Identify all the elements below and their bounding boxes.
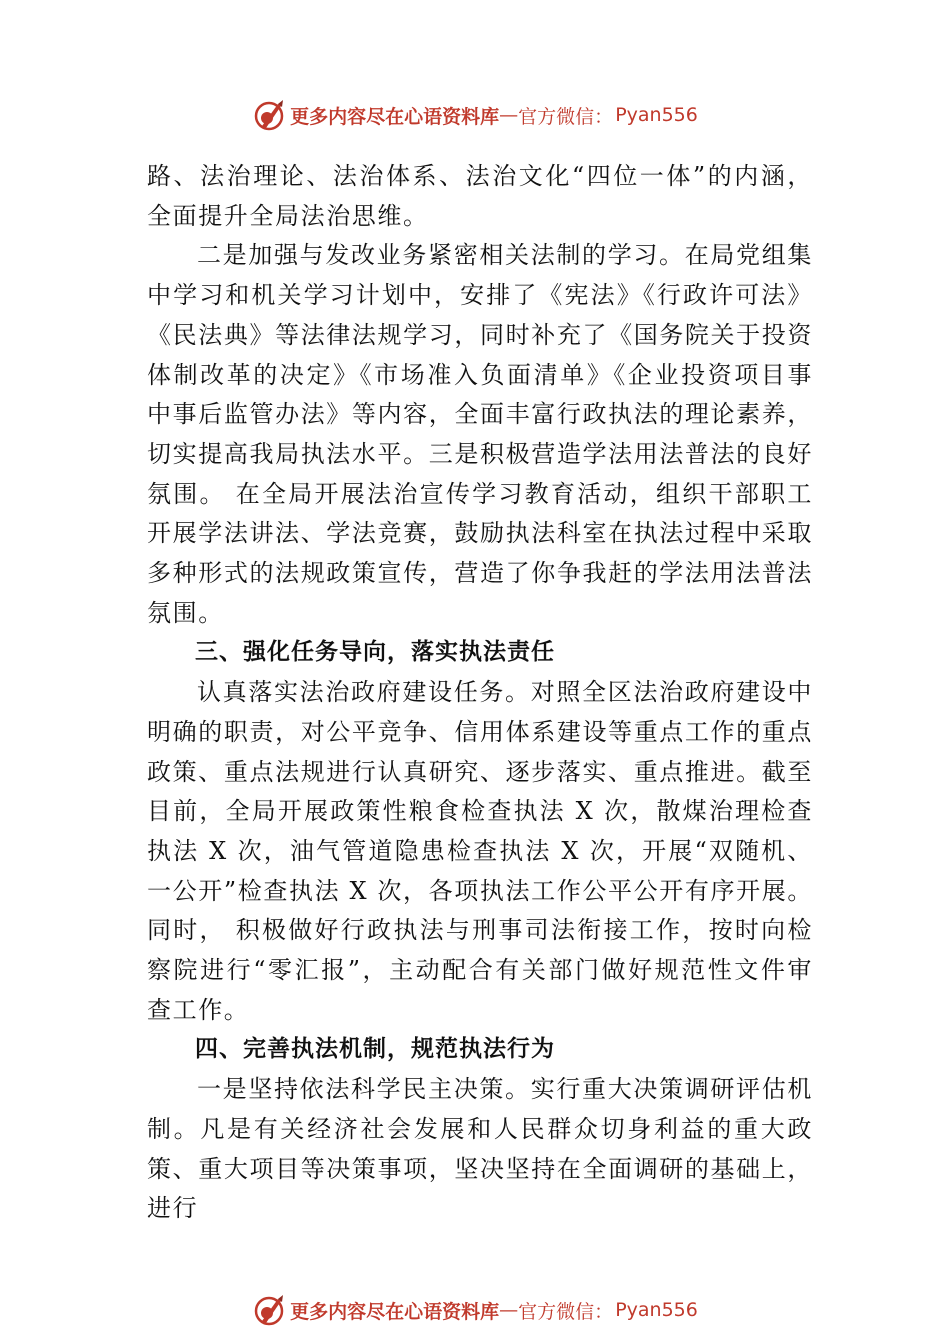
watermark-id: Pyan556: [615, 104, 698, 126]
section-heading-three: 三、强化任务导向，落实执法责任: [195, 639, 555, 666]
watermark-text: 更多内容尽在心语资料库: [290, 105, 500, 128]
paragraph-task-orientation: 认真落实法治政府建设任务。对照全区法治政府建设中明确的职责，对公平竞争、信用体系建设等重点工作的重点政策、重点法规进行认真研究、逐步落实、重点推进。截至目前，全局开展政策性粮食检查执法 X 次，散煤治理检查执法 X 次，油气管道隐患检查执法 X 次，开展“双随机、一公开”检查执法 X 次，各项执法工作公平公开有序开展。同时， 积极做好行政执法与刑事司法衔接工作，按时向检察院进行“零汇报”，主动配合有关部门做好规范性文件审查工作。: [147, 678, 813, 1024]
paragraph-law-study: 二是加强与发改业务紧密相关法制的学习。在局党组集中学习和机关学习计划中，安排了《宪法》《行政许可法》《民法典》等法律法规学习，同时补充了《国务院关于投资体制改革的决定》《市场准入负面清单》《企业投资项目事中事后监管办法》等内容，全面丰富行政执法的理论素养，切实提高我局执法水平。三是积极营造学法用法普法的良好氛围。 在全局开展法治宣传学习教育活动，组织干部职工开展学法讲法、学法竞赛，鼓励执法科室在执法过程中采取多种形式的法规政策宣传，营造了你争我赶的学法用法普法氛围。: [147, 241, 813, 627]
quill-logo-icon: [252, 1293, 286, 1327]
document-body: [147, 157, 813, 1229]
paragraph-continuation: 路、法治理论、法治体系、法治文化“四位一体”的内涵， 全面提升全局法治思维。: [147, 162, 813, 230]
watermark-dash: —: [499, 104, 519, 126]
watermark-channel: 官方微信：: [518, 1300, 614, 1323]
watermark-header: [0, 95, 950, 135]
watermark-text: 更多内容尽在心语资料库: [290, 1300, 500, 1323]
watermark-footer: [0, 1290, 950, 1330]
section-heading-four: 四、完善执法机制，规范执法行为: [195, 1036, 555, 1063]
paragraph-decision-making: 一是坚持依法科学民主决策。实行重大决策调研评估机制。凡是有关经济社会发展和人民群众切身利益的重大政策、重大项目等决策事项，坚决坚持在全面调研的基础上，进行: [147, 1075, 813, 1223]
watermark-id: Pyan556: [615, 1299, 698, 1321]
watermark-channel: 官方微信：: [518, 105, 614, 128]
watermark-dash: —: [499, 1299, 519, 1321]
quill-logo-icon: [252, 98, 286, 132]
